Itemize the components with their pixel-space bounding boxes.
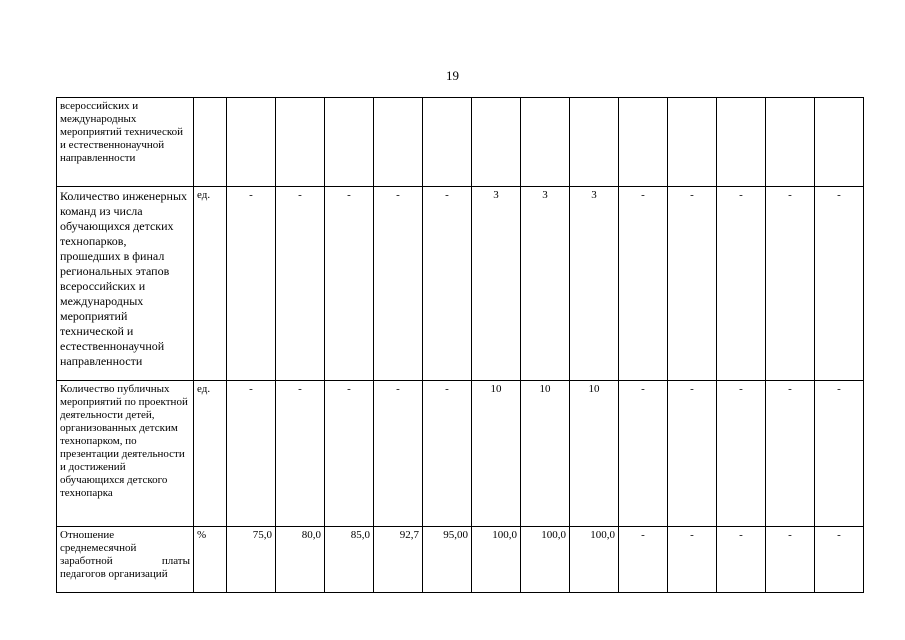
- value-cell: 10: [472, 381, 521, 527]
- value-cell: -: [276, 381, 325, 527]
- value-cell: [619, 98, 668, 187]
- value-cell: 85,0: [325, 527, 374, 593]
- value-cell: [227, 98, 276, 187]
- value-cell: -: [815, 187, 864, 381]
- value-cell: -: [668, 187, 717, 381]
- value-cell: [717, 98, 766, 187]
- indicator-cell: Количество инженерных команд из числа обучающихся детских технопарков, прошедших в финал региональных этапов всероссийских и международных мероприятий технической и естественнонаучной направленности: [57, 187, 194, 381]
- unit-cell: [194, 98, 227, 187]
- value-cell: [423, 98, 472, 187]
- value-cell: 10: [570, 381, 619, 527]
- indicator-cell: всероссийских и международных мероприятий технической и естественнонаучной направленности: [57, 98, 194, 187]
- value-cell: -: [815, 527, 864, 593]
- table-row: [57, 381, 864, 527]
- value-cell: -: [423, 381, 472, 527]
- value-cell: -: [717, 187, 766, 381]
- value-cell: -: [619, 187, 668, 381]
- unit-cell: %: [194, 527, 227, 593]
- value-cell: -: [227, 381, 276, 527]
- unit-cell: ед.: [194, 381, 227, 527]
- value-cell: 95,00: [423, 527, 472, 593]
- value-cell: [521, 98, 570, 187]
- value-cell: [766, 98, 815, 187]
- value-cell: -: [374, 187, 423, 381]
- value-cell: -: [815, 381, 864, 527]
- value-cell: 3: [570, 187, 619, 381]
- value-cell: -: [619, 527, 668, 593]
- value-cell: -: [766, 527, 815, 593]
- value-cell: [570, 98, 619, 187]
- value-cell: -: [668, 527, 717, 593]
- value-cell: [472, 98, 521, 187]
- value-cell: -: [766, 187, 815, 381]
- value-cell: -: [766, 381, 815, 527]
- table-row: [57, 527, 864, 593]
- value-cell: [668, 98, 717, 187]
- indicator-cell: Отношение среднемесячной заработной платы педагогов организаций: [57, 527, 194, 593]
- value-cell: 10: [521, 381, 570, 527]
- value-cell: [815, 98, 864, 187]
- value-cell: -: [423, 187, 472, 381]
- value-cell: -: [717, 527, 766, 593]
- value-cell: [374, 98, 423, 187]
- page-number: 19: [446, 68, 459, 83]
- indicator-cell: Количество публичных мероприятий по проектной деятельности детей, организованных детским технопарком, по презентации деятельности и достижений обучающихся детского технопарка: [57, 381, 194, 527]
- value-cell: -: [276, 187, 325, 381]
- unit-cell: ед.: [194, 187, 227, 381]
- value-cell: 80,0: [276, 527, 325, 593]
- value-cell: -: [619, 381, 668, 527]
- value-cell: -: [227, 187, 276, 381]
- value-cell: -: [325, 187, 374, 381]
- table-row: [57, 98, 864, 187]
- value-cell: [276, 98, 325, 187]
- value-cell: 100,0: [521, 527, 570, 593]
- indicator-table: [56, 97, 864, 593]
- value-cell: [325, 98, 374, 187]
- table-row: [57, 187, 864, 381]
- value-cell: 100,0: [472, 527, 521, 593]
- value-cell: -: [668, 381, 717, 527]
- value-cell: 92,7: [374, 527, 423, 593]
- value-cell: -: [374, 381, 423, 527]
- value-cell: -: [325, 381, 374, 527]
- value-cell: 3: [472, 187, 521, 381]
- value-cell: 75,0: [227, 527, 276, 593]
- value-cell: 3: [521, 187, 570, 381]
- value-cell: -: [717, 381, 766, 527]
- value-cell: 100,0: [570, 527, 619, 593]
